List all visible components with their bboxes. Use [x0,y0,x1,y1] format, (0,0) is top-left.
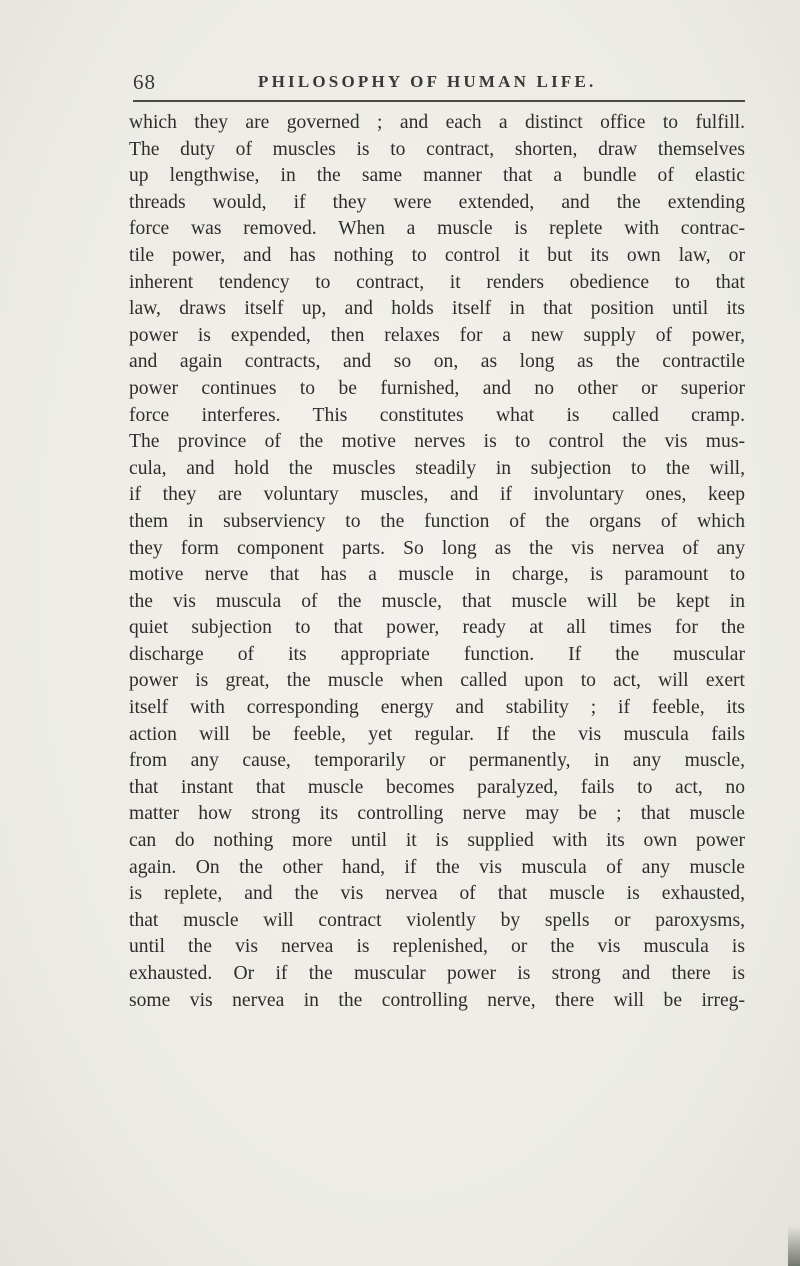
text-line: from any cause, temporarily or permanently, in any muscle, [129,750,745,772]
page-edge-shadow [788,1226,800,1266]
text-line: The duty of muscles is to contract, shorten, draw themselves [129,138,745,160]
text-line: law, draws itself up, and holds itself in that position until its [129,298,745,320]
header-rule [133,100,745,102]
text-line: cula, and hold the muscles steadily in subjection to the will, [129,457,745,479]
text-line: which they are governed ; and each a distinct office to fulfill. [129,112,745,133]
text-line: force interferes. This constitutes what is called cramp. [129,404,745,426]
text-line: power is expended, then relaxes for a new supply of power, [129,324,745,346]
body-paragraph [129,110,745,1014]
page-header [133,70,743,98]
text-line: that instant that muscle becomes paralyzed, fails to act, no [129,776,745,798]
text-line: power is great, the muscle when called upon to act, will exert [129,670,745,692]
text-line: that muscle will contract violently by spells or paroxysms, [129,909,745,931]
text-line: the vis muscula of the muscle, that muscle will be kept in [129,590,745,612]
text-line: if they are voluntary muscles, and if involuntary ones, keep [129,484,745,506]
text-line: and again contracts, and so on, as long as the contractile [129,351,745,373]
page-number: 68 [133,70,156,94]
text-line: again. On the other hand, if the vis muscula of any muscle [129,856,745,878]
text-line: is replete, and the vis nervea of that muscle is exhausted, [129,883,745,905]
text-line: some vis nervea in the controlling nerve, there will be irreg- [129,989,745,1011]
text-line: force was removed. When a muscle is replete with contrac- [129,218,745,240]
text-line: can do nothing more until it is supplied with its own power [129,830,745,852]
text-line: up lengthwise, in the same manner that a bundle of elastic [129,165,745,187]
text-line: power continues to be furnished, and no other or superior [129,377,745,399]
text-line: quiet subjection to that power, ready at all times for the [129,617,745,639]
running-head: PHILOSOPHY OF HUMAN LIFE. [258,72,597,91]
text-line: threads would, if they were extended, and the extending [129,191,745,213]
text-line: until the vis nervea is replenished, or the vis muscula is [129,936,745,958]
text-line: tile power, and has nothing to control it but its own law, or [129,244,745,266]
text-line: discharge of its appropriate function. If the muscular [129,643,745,665]
text-line: they form component parts. So long as the vis nervea of any [129,537,745,559]
text-line: motive nerve that has a muscle in charge, is paramount to [129,564,745,586]
text-line: matter how strong its controlling nerve may be ; that muscle [129,803,745,825]
text-line: itself with corresponding energy and stability ; if feeble, its [129,697,745,719]
text-line: The province of the motive nerves is to control the vis mus- [129,431,745,453]
text-line: action will be feeble, yet regular. If the vis muscula fails [129,723,745,745]
text-line: exhausted. Or if the muscular power is strong and there is [129,963,745,984]
text-line: them in subserviency to the function of the organs of which [129,510,745,532]
text-line: inherent tendency to contract, it renders obedience to that [129,271,745,293]
